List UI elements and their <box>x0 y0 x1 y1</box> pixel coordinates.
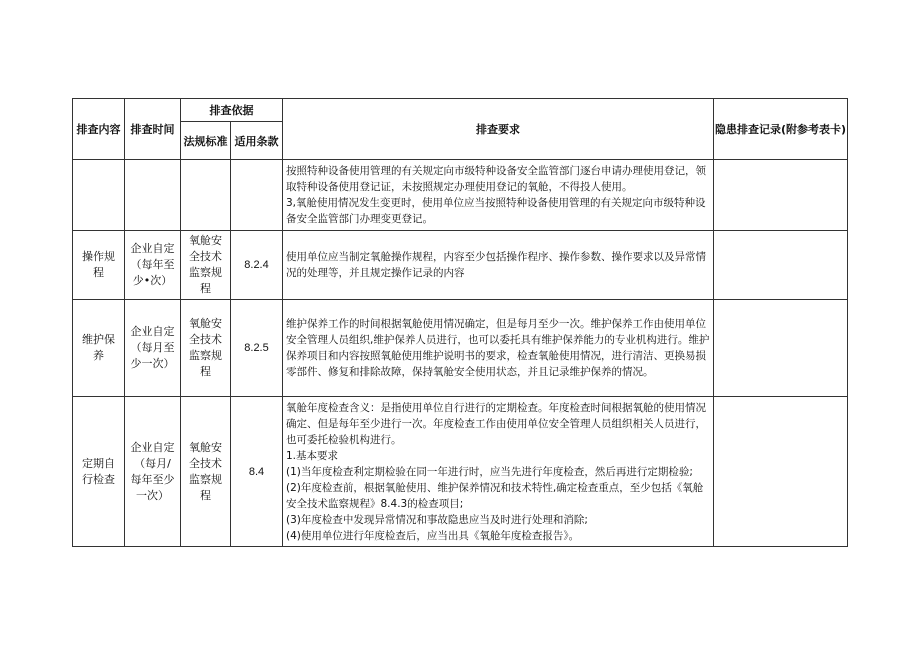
row-content: 维护保养 <box>73 300 125 397</box>
requirement-paragraph: 1.基本要求 <box>286 449 339 462</box>
requirement-paragraph: 氧舱年度检查含义：是指使用单位自行进行的定期检查。年度检查时间根据氧舱的使用情况确定、但是每年至少进行一次。年度检查工作由使用单位安全管理人员组织相关人员进行，也可委托检验机构进行。 <box>286 401 706 446</box>
row-time: 企业自定（每年至少•次） <box>125 231 181 300</box>
row-content: 定期自行检查 <box>73 397 125 547</box>
row-clause <box>231 160 283 231</box>
row-standard <box>181 160 231 231</box>
table-row <box>73 300 848 397</box>
requirement-paragraph: (4)使用单位进行年度检查后，应当出具《氧舱年度检查报告》。 <box>286 529 580 542</box>
header-clause: 适用条款 <box>231 122 283 160</box>
row-record <box>714 300 848 397</box>
header-standard: 法规标准 <box>181 122 231 160</box>
requirement-paragraph: (3)年度检查中发现异常情况和事故隐患应当及时进行处理和消除; <box>286 513 588 526</box>
header-time: 排查时间 <box>125 99 181 160</box>
row-clause: 8.2.5 <box>231 300 283 397</box>
row-content <box>73 160 125 231</box>
header-content: 排查内容 <box>73 99 125 160</box>
row-time: 企业自定（每月/每年至少一次） <box>125 397 181 547</box>
row-time: 企业自定（每月至少一次） <box>125 300 181 397</box>
row-standard: 氧舱安全技术监察规程 <box>181 231 231 300</box>
requirement-paragraph: (1)当年度检查利定期检验在同一年进行时，应当先进行年度检查，然后再进行定期检验; <box>286 465 693 478</box>
table-row <box>73 160 848 231</box>
row-clause: 8.2.4 <box>231 231 283 300</box>
requirement-paragraph: 3,氧舱使用情况发生变更时，使用单位应当按照特种设备使用管理的有关规定向市级特种设备安全监管部门办理变更登记。 <box>286 197 706 225</box>
row-clause: 8.4 <box>231 397 283 547</box>
table-row <box>73 397 848 547</box>
row-record <box>714 160 848 231</box>
row-record <box>714 231 848 300</box>
requirement-paragraph: 按照特种设备使用管理的有关规定向市级特种设备安全监管部门逐台申请办理使用登记，领取特种设备使用登记证，未按照规定办理使用登记的氧舱，不得投人使用。 <box>286 165 706 193</box>
row-requirement <box>283 160 714 231</box>
inspection-table <box>72 98 848 547</box>
header-basis: 排查依据 <box>181 99 283 122</box>
row-record <box>714 397 848 547</box>
row-standard: 氧舱安全技术监察规程 <box>181 300 231 397</box>
row-standard: 氧舱安全技术监察规程 <box>181 397 231 547</box>
row-requirement <box>283 397 714 547</box>
row-content: 操作规程 <box>73 231 125 300</box>
row-requirement <box>283 231 714 300</box>
header-record: 隐患排查记录(附参考表卡) <box>714 99 848 160</box>
requirement-paragraph: 维护保养工作的时间根据氧舱使用情况确定，但是每月至少一次。维护保养工作由使用单位安全管理人员组织,维护保养人员进行，也可以委托具有维护保养能力的专业机构进行。维护保养项目和内容按照氧舱使用维护说明书的要求，检查氧舱使用情况，进行清洁、更换易损零部件、修复和排除故障，保持氧舱安全使用状态，并且记录维护保养的情况。 <box>286 318 710 378</box>
requirement-paragraph: 使用单位应当制定氧舱操作规程，内容至少包括操作程序、操作参数、操作要求以及异常情况的处理等，并且规定操作记录的内容 <box>286 251 706 279</box>
header-requirement: 排查要求 <box>283 99 714 160</box>
row-requirement <box>283 300 714 397</box>
row-time <box>125 160 181 231</box>
table-row <box>73 231 848 300</box>
requirement-paragraph: (2)年度检查前，根据氧舱使用、维护保养情况和技术特性,确定检查重点，至少包括《氧舱安全技术监察规程》8.4.3的检查项目; <box>286 481 704 510</box>
